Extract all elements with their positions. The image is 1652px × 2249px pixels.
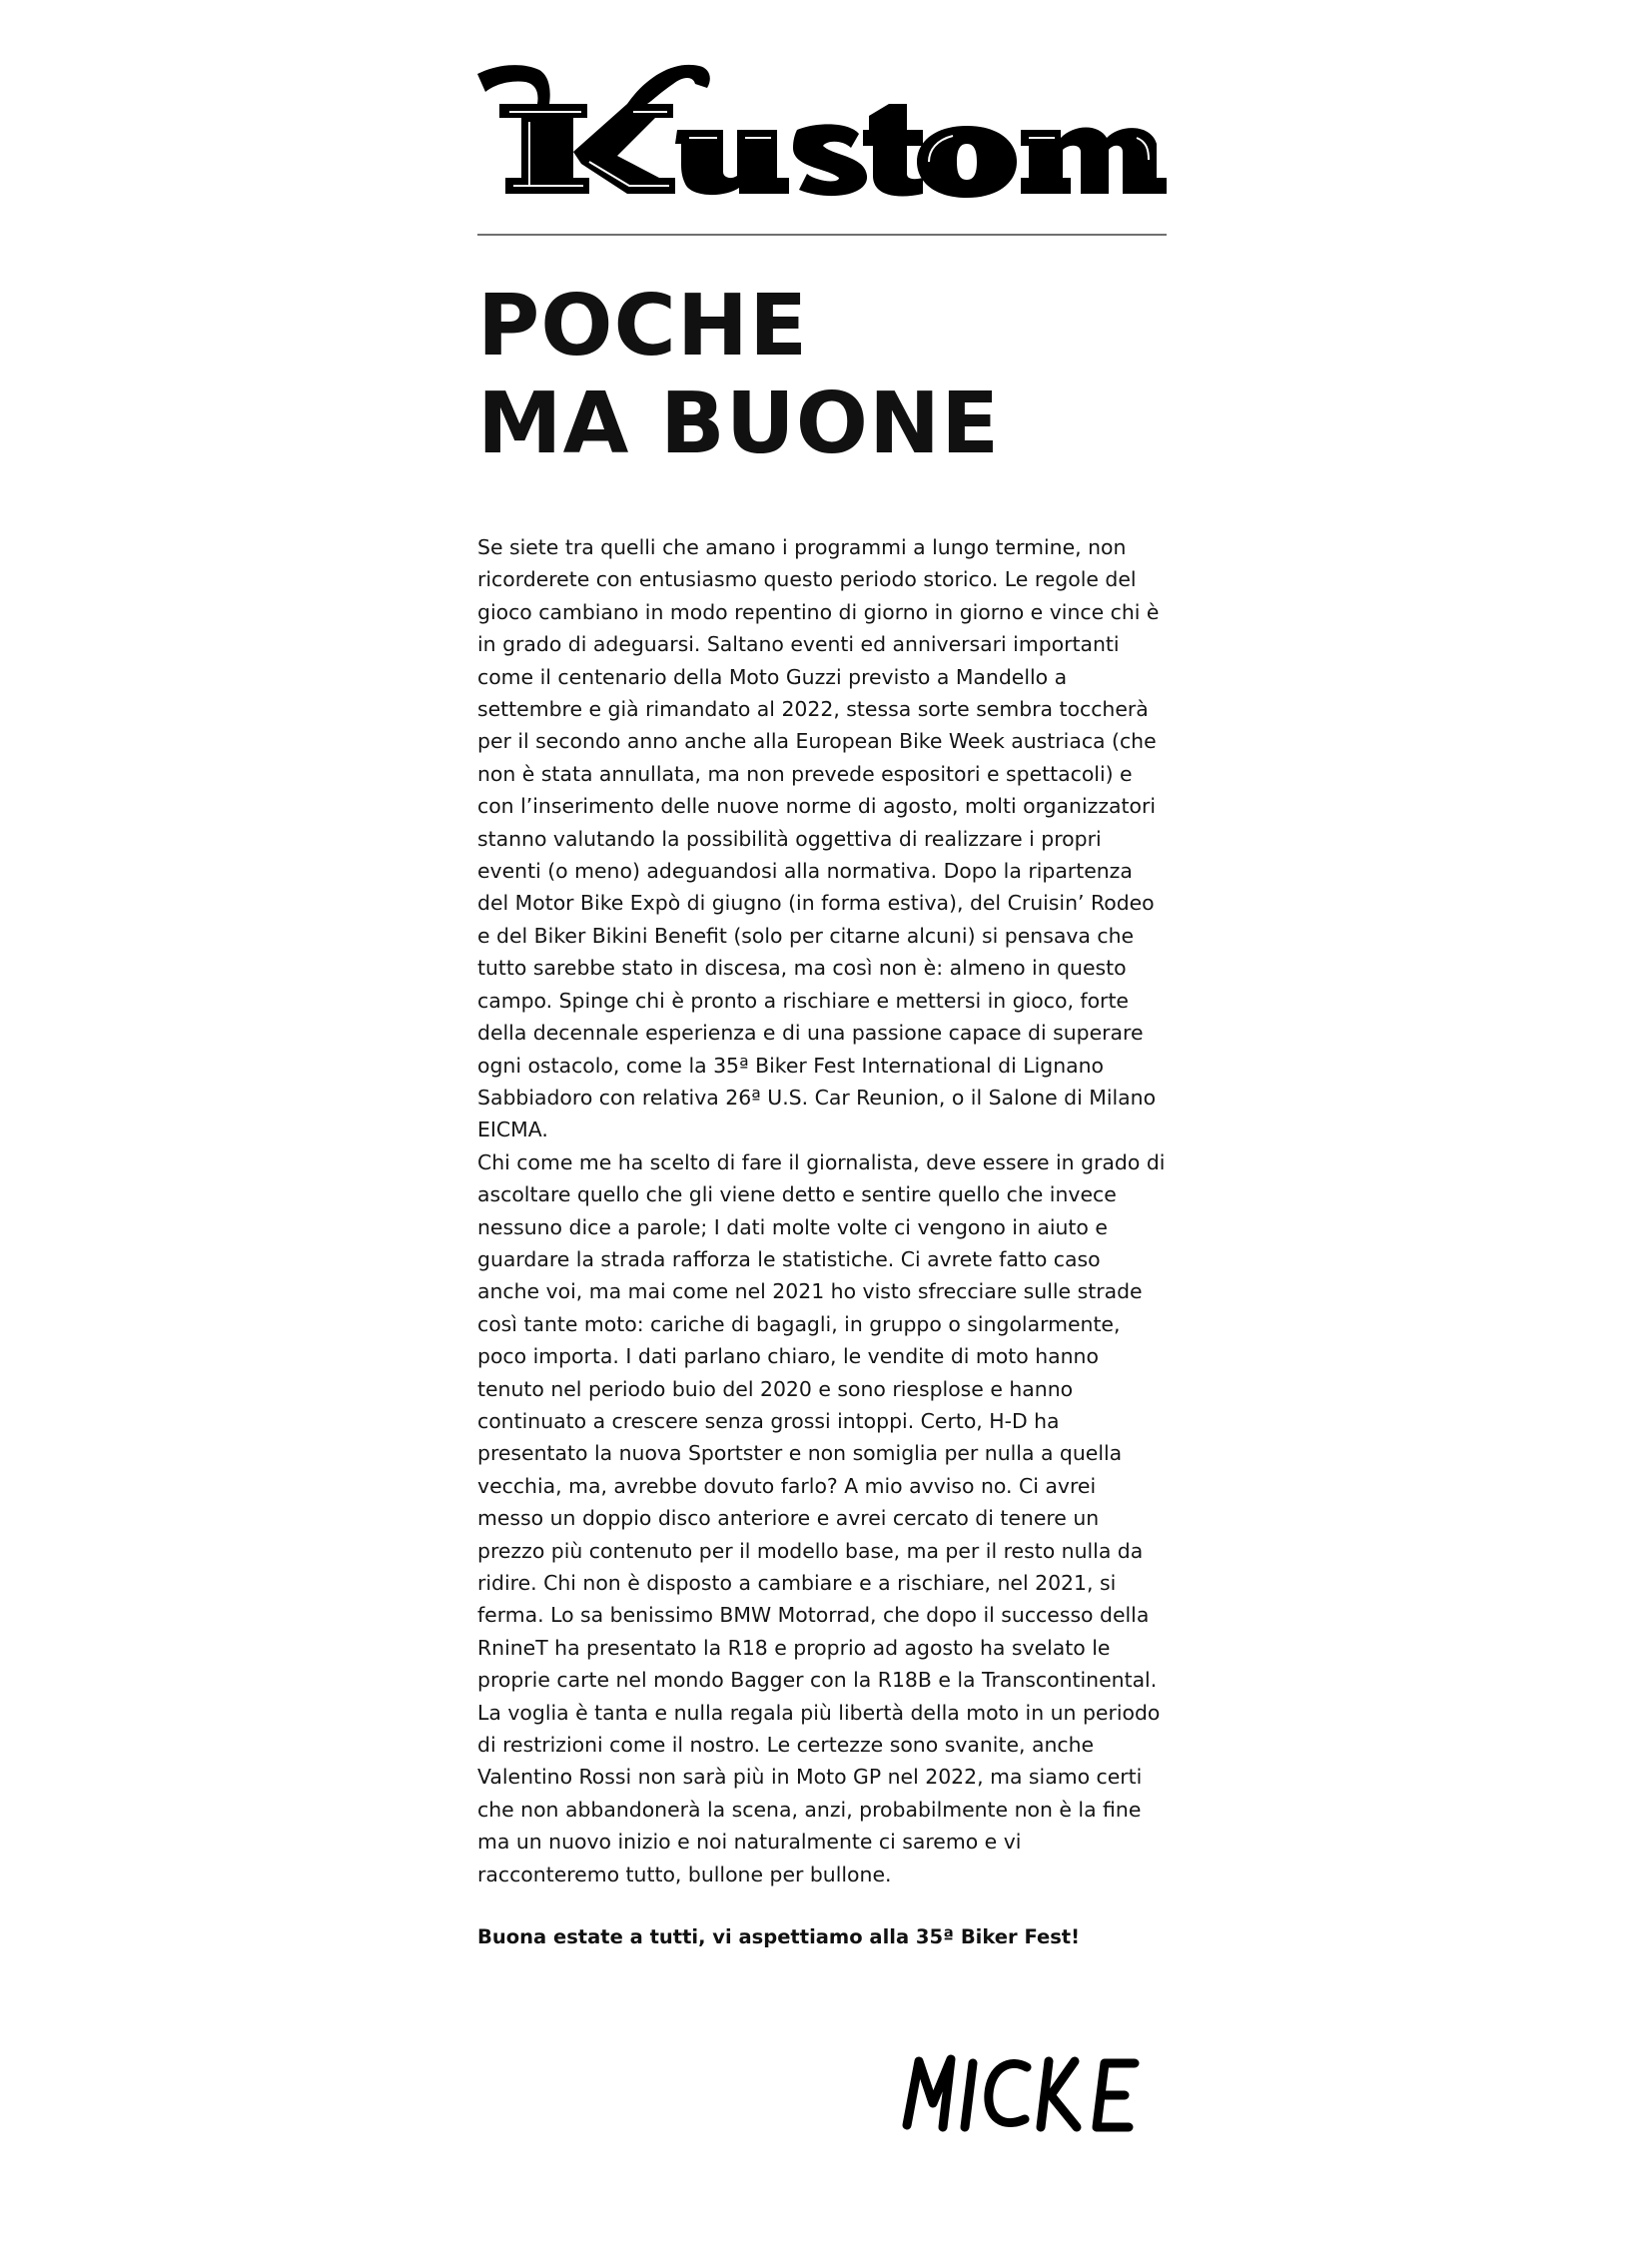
article-column: [477, 60, 1167, 1972]
signature-micke: [899, 2047, 1159, 2137]
closing-line: Buona estate a tutti, vi aspettiamo alla 35ª Biker Fest!: [477, 1925, 1081, 1949]
article-body: [477, 531, 1167, 1890]
masthead-divider: [477, 234, 1167, 236]
article-headline: [477, 278, 1167, 473]
headline-line-2: MA BUONE: [477, 375, 1001, 473]
body-paragraph-1: Se siete tra quelli che amano i programmi a lungo termine, non ricorderete con entusiasmo questo periodo storico. Le regole del gioco cambiano in modo repentino di giorno in giorno e vince chi è in grado di adeguarsi. Saltano eventi ed anniversari importanti come il centenario della Moto Guzzi previsto a Mandello a settembre e già rimandato al 2022, stessa sorte sembra toccherà per il secondo anno anche alla European Bike Week austriaca (che non è stata annullata, ma non prevede espositori e spettacoli) e con l’inserimento delle nuove norme di agosto, molti organizzatori stanno valutando la possibilità oggettiva di realizzare i propri eventi (o meno) adeguandosi alla normativa. Dopo la ripartenza del Motor Bike Expò di giugno (in forma estiva), del Cruisin’ Rodeo e del Biker Bikini Benefit (solo per citarne alcuni) si pensava che tutto sarebbe stato in discesa, ma così non è: almeno in questo campo. Spinge chi è pronto a rischiare e mettersi in gioco, forte della decennale esperienza e di una passione capace di superare ogni ostacolo, come la 35ª Biker Fest International di Lignano Sabbiadoro con relativa 26ª U.S. Car Reunion, o il Salone di Milano EICMA.: [477, 535, 1160, 1142]
kustom-logo: [477, 60, 1167, 210]
body-paragraph-2: Chi come me ha scelto di fare il giornalista, deve essere in grado di ascoltare quello che gli viene detto e sentire quello che invece nessuno dice a parole; I dati molte volte ci vengono in aiuto e guardare la strada rafforza le statistiche. Ci avrete fatto caso anche voi, ma mai come nel 2021 ho visto sfrecciare sulle strade così tante moto: cariche di bagagli, in gruppo o singolarmente, poco importa. I dati parlano chiaro, le vendite di moto hanno tenuto nel periodo buio del 2020 e sono riesplose e hanno continuato a crescere senza grossi intoppi. Certo, H-D ha presentato la nuova Sportster e non somiglia per nulla a quella vecchia, ma, avrebbe dovuto farlo? A mio avviso no. Ci avrei messo un doppio disco anteriore e avrei cercato di tenere un prezzo più contenuto per il modello base, ma per il resto nulla da ridire. Chi non è disposto a cambiare e a rischiare, nel 2021, si ferma. Lo sa benissimo BMW Motorrad, che dopo il successo della RnineT ha presentato la R18 e proprio ad agosto ha svelato le proprie carte nel mondo Bagger con la R18B e la Transcontinental. La voglia è tanta e nulla regala più libertà della moto in un periodo di restrizioni come il nostro. Le certezze sono svanite, anche Valentino Rossi non sarà più in Moto GP nel 2022, ma siamo certi che non abbandonerà la scena, anzi, probabilmente non è la fine ma un nuovo inizio e noi naturalmente ci saremo e vi racconteremo tutto, bullone per bullone.: [477, 1149, 1166, 1886]
headline-line-1: POCHE: [477, 277, 809, 375]
